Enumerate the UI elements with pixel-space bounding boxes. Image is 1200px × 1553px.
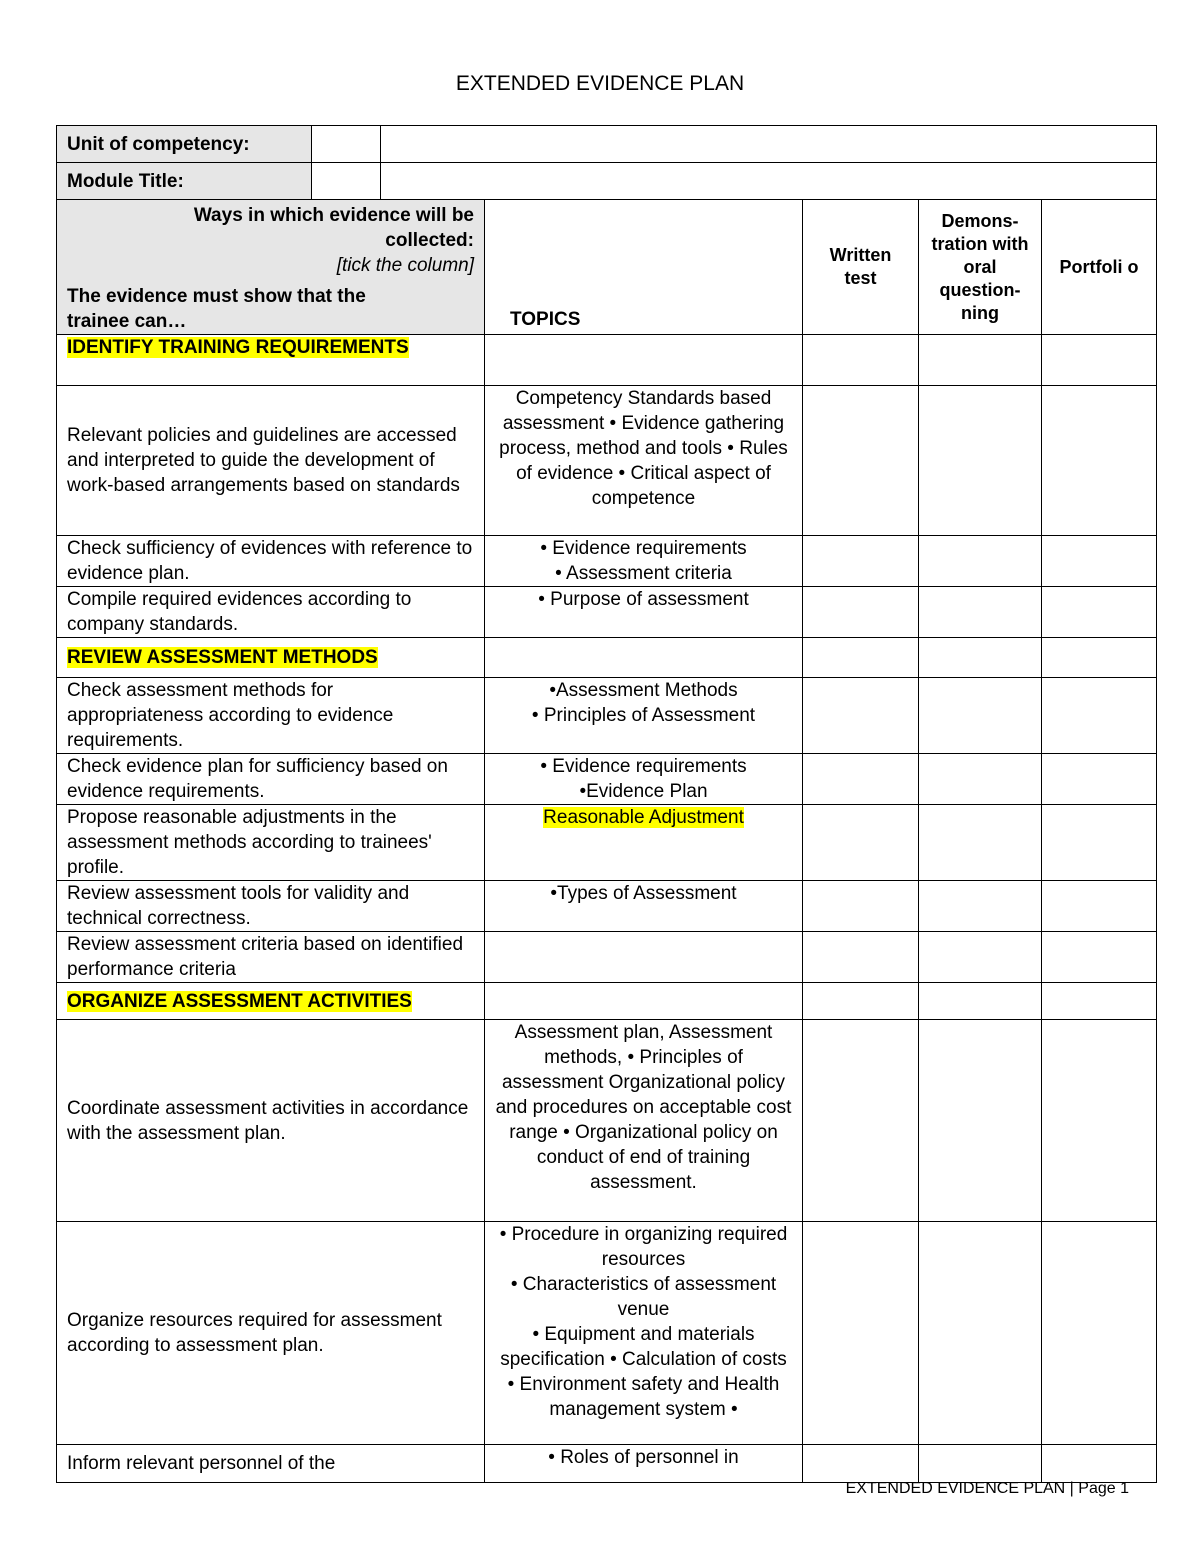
topic-cell: Assessment plan, Assessment methods, • Principles of assessment Organizational policy and procedures on acceptable cost range • Organizational policy on conduct of end of training assessment. <box>485 1020 803 1222</box>
written-cell[interactable] <box>803 587 919 638</box>
table-row <box>57 1020 1157 1222</box>
demo-cell[interactable] <box>919 638 1042 678</box>
topic-cell <box>485 678 803 754</box>
demo-cell[interactable] <box>919 1020 1042 1222</box>
written-test-header: Written test <box>803 200 919 335</box>
ways-line1: Ways in which evidence will be <box>193 205 474 226</box>
section-label <box>57 638 485 678</box>
topic-line: •Assessment Methods <box>549 680 738 701</box>
demo-cell[interactable] <box>919 1445 1042 1483</box>
topic-line: • Evidence requirements <box>540 538 747 559</box>
written-cell[interactable] <box>803 805 919 881</box>
written-cell[interactable] <box>803 1222 919 1445</box>
module-row <box>57 163 1157 200</box>
table-row <box>57 678 1157 754</box>
topic-cell <box>485 805 803 881</box>
topic-line: • Assessment criteria <box>555 563 732 584</box>
written-cell[interactable] <box>803 1020 919 1222</box>
written-cell[interactable] <box>803 335 919 386</box>
module-label: Module Title: <box>57 163 312 200</box>
unit-label: Unit of competency: <box>57 126 312 163</box>
topic-cell <box>485 932 803 983</box>
section-label <box>57 983 485 1020</box>
evidence-text: Check evidence plan for sufficiency based on evidence requirements. <box>57 754 485 805</box>
document-title: EXTENDED EVIDENCE PLAN <box>455 72 745 95</box>
demo-cell[interactable] <box>919 335 1042 386</box>
topic-cell <box>485 536 803 587</box>
evidence-text: Relevant policies and guidelines are accessed and interpreted to guide the development of work-based arrangements based on standards <box>57 386 485 536</box>
evidence-plan-table <box>56 125 1157 1483</box>
written-cell[interactable] <box>803 754 919 805</box>
evidence-text: Organize resources required for assessment according to assessment plan. <box>57 1222 485 1445</box>
topic-highlight: Reasonable Adjustment <box>543 807 744 828</box>
portfolio-cell[interactable] <box>1042 638 1157 678</box>
portfolio-cell[interactable] <box>1042 587 1157 638</box>
section-label <box>57 335 485 386</box>
unit-code-cell[interactable] <box>312 126 381 163</box>
evidence-text: Review assessment criteria based on identified performance criteria <box>57 932 485 983</box>
demo-cell[interactable] <box>919 536 1042 587</box>
topic-line: • Characteristics of assessment venue <box>510 1274 777 1320</box>
topic-line: •Evidence Plan <box>579 781 708 802</box>
evidence-text: Compile required evidences according to company standards. <box>57 587 485 638</box>
portfolio-cell[interactable] <box>1042 1020 1157 1222</box>
evidence-must-show: The evidence must show that the trainee can… <box>67 286 366 332</box>
portfolio-cell[interactable] <box>1042 881 1157 932</box>
evidence-text: Check sufficiency of evidences with reference to evidence plan. <box>57 536 485 587</box>
written-cell[interactable] <box>803 983 919 1020</box>
page-footer: EXTENDED EVIDENCE PLAN | Page 1 <box>845 1480 1129 1497</box>
table-row <box>57 587 1157 638</box>
module-code-cell[interactable] <box>312 163 381 200</box>
tick-note: [tick the column] <box>336 255 474 276</box>
topic-line: • Equipment and materials specification • Calculation of costs • Environment safety and Health management system • <box>500 1324 787 1420</box>
topic-line: • Evidence requirements <box>540 756 747 777</box>
portfolio-cell[interactable] <box>1042 335 1157 386</box>
evidence-text: Check assessment methods for appropriateness according to evidence requirements. <box>57 678 485 754</box>
evidence-text: Inform relevant personnel of the <box>57 1445 485 1483</box>
evidence-header <box>57 200 485 335</box>
topic-line: • Procedure in organizing required resources <box>499 1224 788 1270</box>
demo-cell[interactable] <box>919 1222 1042 1445</box>
written-cell[interactable] <box>803 881 919 932</box>
portfolio-cell[interactable] <box>1042 1222 1157 1445</box>
written-cell[interactable] <box>803 536 919 587</box>
topic-cell <box>485 983 803 1020</box>
table-row <box>57 805 1157 881</box>
topic-cell: •Types of Assessment <box>485 881 803 932</box>
demo-cell[interactable] <box>919 587 1042 638</box>
topic-cell <box>485 754 803 805</box>
demo-cell[interactable] <box>919 983 1042 1020</box>
module-value-cell[interactable] <box>381 163 1157 200</box>
demo-cell[interactable] <box>919 881 1042 932</box>
topic-line: • Principles of Assessment <box>531 705 756 726</box>
portfolio-cell[interactable] <box>1042 386 1157 536</box>
section-title: IDENTIFY TRAINING REQUIREMENTS <box>67 337 409 358</box>
section-row <box>57 638 1157 678</box>
table-row <box>57 1445 1157 1483</box>
portfolio-cell[interactable] <box>1042 536 1157 587</box>
table-row <box>57 386 1157 536</box>
portfolio-cell[interactable] <box>1042 1445 1157 1483</box>
portfolio-cell[interactable] <box>1042 983 1157 1020</box>
written-cell[interactable] <box>803 386 919 536</box>
demo-cell[interactable] <box>919 754 1042 805</box>
section-row <box>57 983 1157 1020</box>
evidence-text: Propose reasonable adjustments in the assessment methods according to trainees' profile. <box>57 805 485 881</box>
ways-line2: collected: <box>385 230 474 251</box>
portfolio-cell[interactable] <box>1042 805 1157 881</box>
section-row <box>57 335 1157 386</box>
portfolio-header: Portfoli o <box>1042 200 1157 335</box>
written-cell[interactable] <box>803 678 919 754</box>
portfolio-cell[interactable] <box>1042 932 1157 983</box>
demo-cell[interactable] <box>919 678 1042 754</box>
table-row <box>57 1222 1157 1445</box>
table-row <box>57 932 1157 983</box>
unit-value-cell[interactable] <box>381 126 1157 163</box>
topics-header: TOPICS <box>485 200 803 335</box>
written-cell[interactable] <box>803 1445 919 1483</box>
portfolio-cell[interactable] <box>1042 754 1157 805</box>
written-cell[interactable] <box>803 638 919 678</box>
written-cell[interactable] <box>803 932 919 983</box>
evidence-text: Review assessment tools for validity and technical correctness. <box>57 881 485 932</box>
topic-cell <box>485 1222 803 1445</box>
demonstration-header: Demons-tration with oral question-ning <box>919 200 1042 335</box>
portfolio-cell[interactable] <box>1042 678 1157 754</box>
topic-cell: • Roles of personnel in <box>485 1445 803 1483</box>
topic-cell: Competency Standards based assessment • Evidence gathering process, method and tools • Rules of evidence • Critical aspect of competence <box>485 386 803 536</box>
demo-cell[interactable] <box>919 386 1042 536</box>
header-row <box>57 200 1157 335</box>
topic-cell: • Purpose of assessment <box>485 587 803 638</box>
unit-row <box>57 126 1157 163</box>
table-row <box>57 536 1157 587</box>
demo-cell[interactable] <box>919 932 1042 983</box>
section-title: ORGANIZE ASSESSMENT ACTIVITIES <box>67 990 412 1012</box>
topic-cell <box>485 638 803 678</box>
table-row <box>57 754 1157 805</box>
evidence-text: Coordinate assessment activities in accordance with the assessment plan. <box>57 1020 485 1222</box>
topic-cell <box>485 335 803 386</box>
section-title: REVIEW ASSESSMENT METHODS <box>67 647 378 668</box>
demo-cell[interactable] <box>919 805 1042 881</box>
table-row <box>57 881 1157 932</box>
